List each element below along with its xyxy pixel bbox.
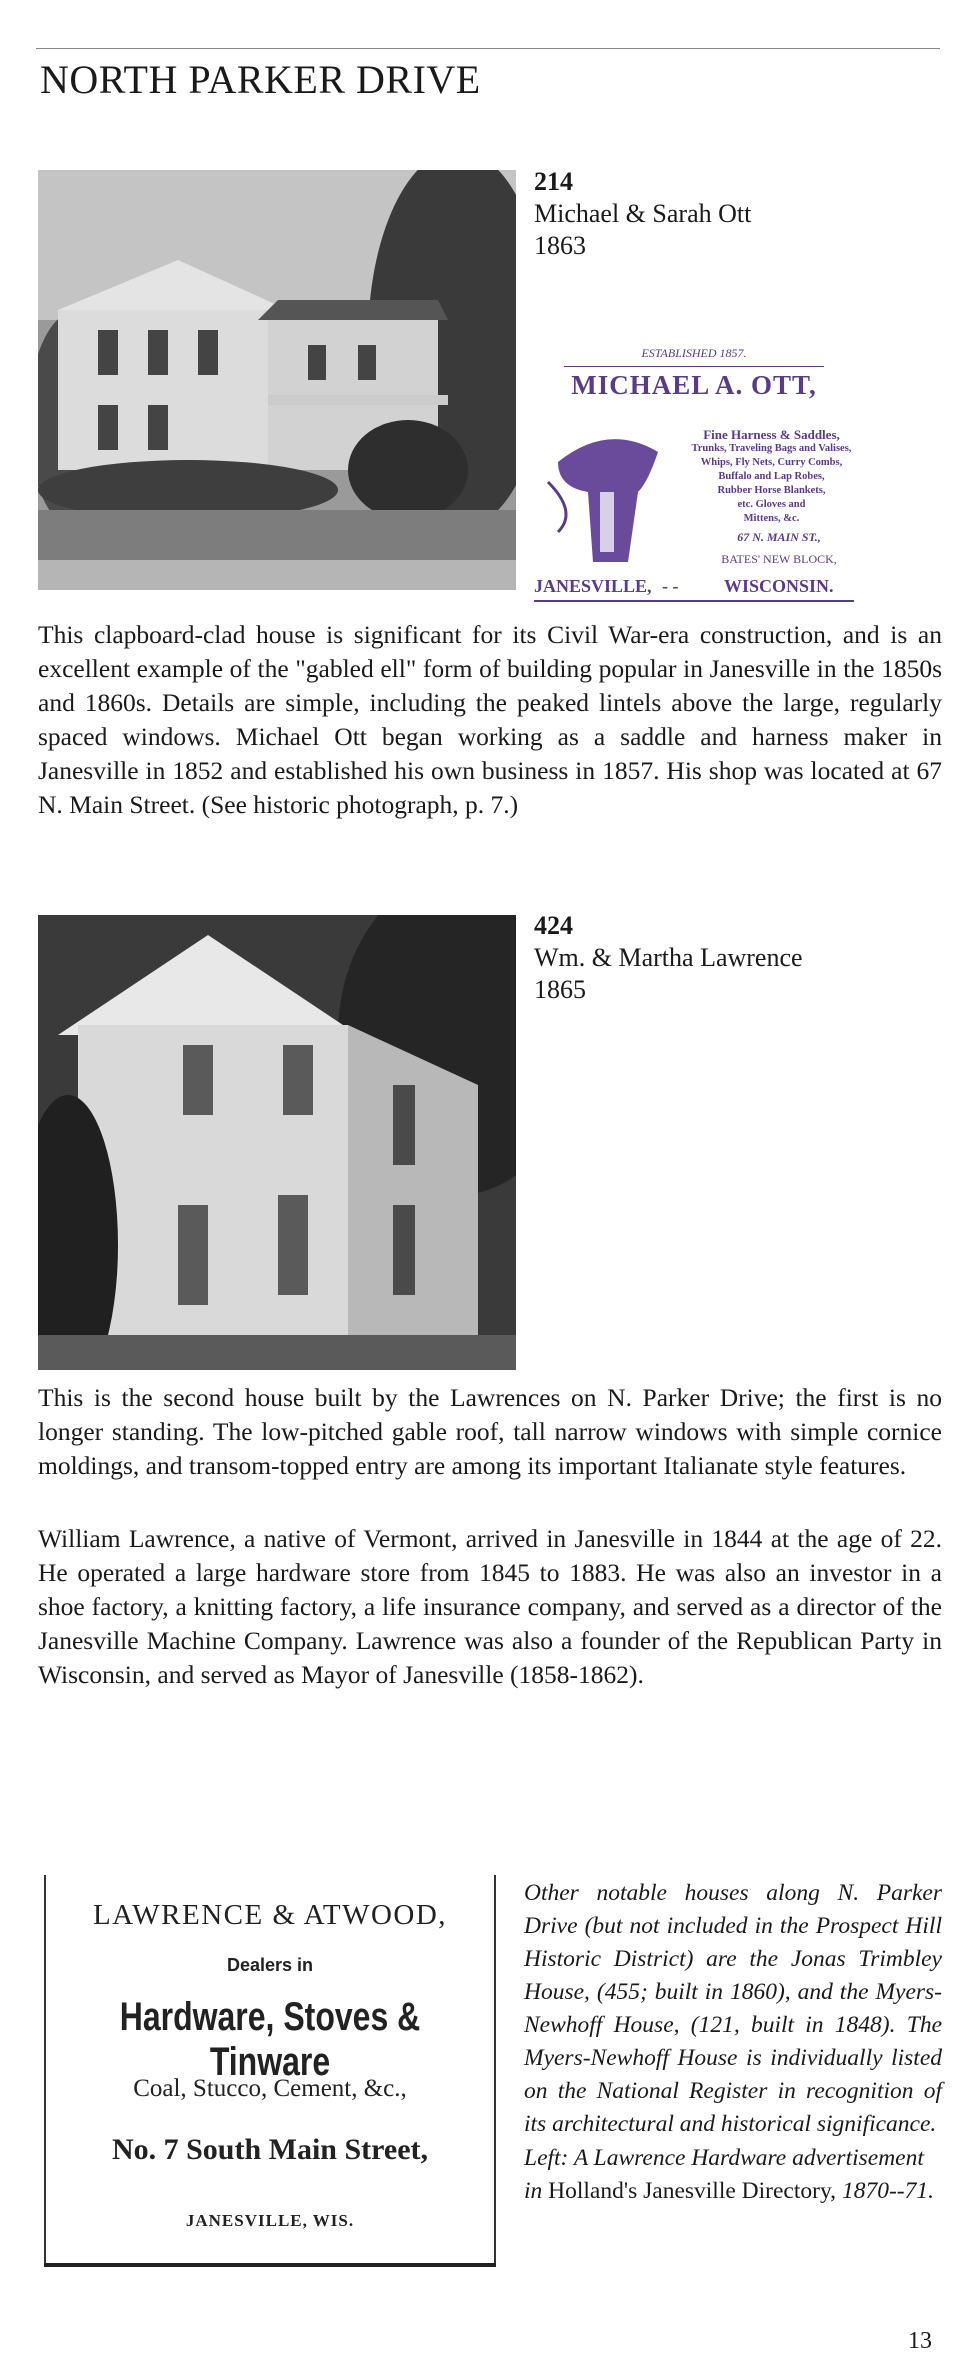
lawrence-house-photo [38,915,516,1370]
ott-ad-line2: Trunks, Traveling Bags and Valises, [691,443,852,454]
lawrence-ad-firm: LAWRENCE & ATWOOD, [92,1899,448,1931]
ott-ad-line1: Fine Harness & Saddles, [703,427,840,442]
ott-ad-line6: etc. Gloves and [737,499,806,510]
sidebar-notable-houses: Other notable houses along N. Parker Drive (but not included in the Prospect Hill Historic District) are the Jonas Trimbley House, (455; built in 1860), and the Myers-Newhoff House, (121, built in 1848). The Myers-Newhoff House is individually listed on the National Register in recognition of its architectural and historical significance. [524,1880,942,2137]
sidebar-ad-caption [524,2142,942,2208]
entry1-number: 214 [534,167,573,196]
ott-ad-line4: Buffalo and Lap Robes, [718,471,825,482]
entry1-owners: Michael & Sarah Ott [534,199,752,228]
page-number: 13 [908,2328,932,2354]
entry2-number: 424 [534,911,573,940]
ad-left-border [44,1875,46,2263]
ott-ad-band [564,366,824,367]
caption-part-c: 1870--71. [841,2178,934,2204]
ott-ad-line7: Mittens, &c. [743,513,800,524]
entry2-description-2: William Lawrence, a native of Vermont, arrived in Janesville in 1844 at the age of 22. He operated a large hardware store from 1845 to 1883. He was also an investor in a shoe factory, a knitting factory, a life insurance company, and served as a director of the Janesville Machine Company. Lawrence was also a founder of the Republican Party in Wisconsin, and served as Mayor of Janesville (1858-1862). [38,1524,942,1689]
entry2-description-1: This is the second house built by the Lawrences on N. Parker Drive; the first is no longer standing. The low-pitched gable roof, tall narrow windows with simple cornice moldings, and transom-topped entry are among its important Italianate style features. [38,1383,942,1480]
lawrence-ad-goods: Hardware, Stoves & Tinware [119,1995,421,2084]
ott-house-photo [38,170,516,590]
caption-part-b: Holland's Janesville Directory, [548,2178,837,2204]
ott-ad-address: 67 N. MAIN ST., [737,530,821,544]
entry1-description: This clapboard-clad house is significant for its Civil War-era construction, and is an excellent example of the "gabled ell" form of building popular in Janesville in the 1850s and 1860s. Details are simple, including the peaked lintels above the large, regularly spaced windows. Michael Ott began working as a saddle and harness maker in Janesville in 1852 and established his own business in 1857. His shop was located at 67 N. Main Street. (See historic photograph, p. 7.) [38,620,942,819]
ad-bottom-border [44,2263,496,2267]
page-title: NORTH PARKER DRIVE [40,57,481,102]
entry2-year: 1865 [534,975,586,1004]
lawrence-ad-materials: Coal, Stucco, Cement, &c., [133,2075,407,2102]
ott-ad-state: WISCONSIN. [724,576,834,596]
ott-advertisement [534,340,854,605]
ad-right-border [494,1875,496,2263]
ott-ad-dash: - - [662,576,679,596]
header-rule [36,48,940,49]
ott-ad-line5: Rubber Horse Blankets, [717,485,826,496]
caption-part-a: Left: A Lawrence Hardware advertisement in [524,2145,924,2204]
entry1-year: 1863 [534,231,586,260]
ott-ad-goods [684,428,859,526]
ott-ad-name: MICHAEL A. OTT, [571,370,817,400]
entry1-caption [534,166,751,262]
ott-ad-block: BATES' NEW BLOCK, [721,552,837,566]
saddle-icon [538,422,678,572]
lawrence-ad-address: No. 7 South Main Street, [111,2133,429,2166]
lawrence-ad-city: JANESVILLE, WIS. [185,2211,355,2230]
lawrence-ad-dealers: Dealers in [226,1955,314,1975]
ott-ad-baseline [534,600,854,602]
ott-ad-established: ESTABLISHED 1857. [641,346,747,360]
ott-ad-line3: Whips, Fly Nets, Curry Combs, [700,457,843,468]
entry2-owners: Wm. & Martha Lawrence [534,943,803,972]
entry2-caption [534,910,803,1006]
ott-ad-city: JANESVILLE, [534,576,652,596]
lawrence-advertisement [44,1875,496,2267]
